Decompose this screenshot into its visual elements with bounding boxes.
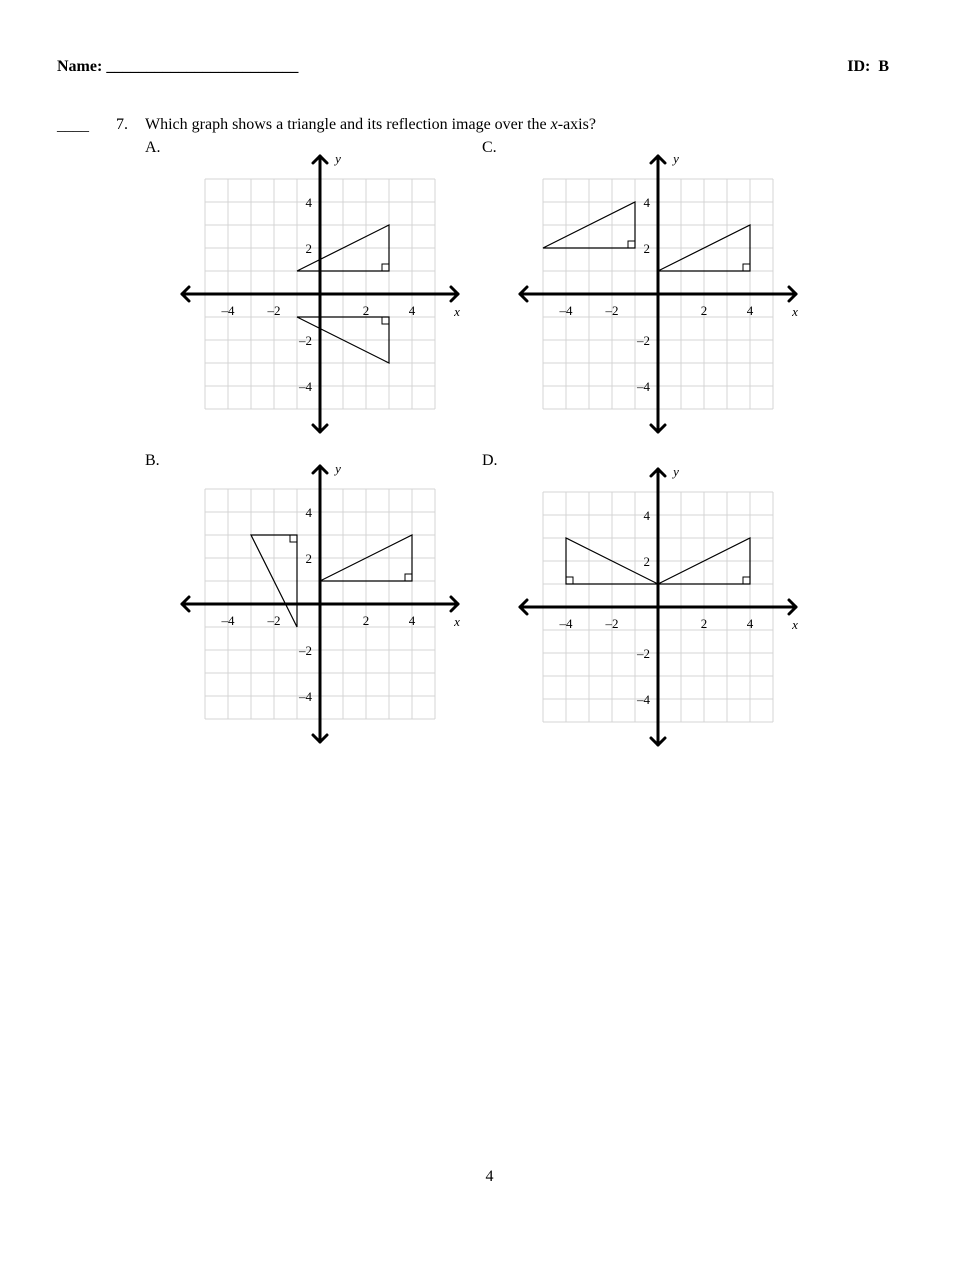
y-tick-label: –4 [299, 379, 312, 394]
coordinate-plane [509, 458, 809, 758]
x-tick-label: 2 [362, 303, 370, 318]
right-angle-marker [382, 264, 389, 271]
option-b-label: B. [145, 452, 160, 469]
y-tick-label: 4 [305, 195, 312, 210]
x-tick-label: –2 [267, 613, 281, 628]
name-label: Name: [57, 58, 103, 75]
right-angle-marker [382, 317, 389, 324]
id-value: B [878, 58, 889, 75]
right-angle-marker [566, 577, 573, 584]
y-tick-label: –4 [637, 379, 650, 394]
y-tick-label: 4 [305, 505, 312, 520]
y-tick-label: –2 [299, 643, 312, 658]
y-tick-label: –2 [299, 333, 312, 348]
coordinate-plane [171, 455, 471, 755]
y-axis-label: y [673, 151, 679, 166]
axes [520, 469, 796, 745]
question-text [145, 116, 596, 134]
question-text-after: -axis? [557, 116, 596, 133]
y-tick-label: –4 [299, 689, 312, 704]
coordinate-plane [509, 145, 809, 445]
x-tick-label: –2 [267, 303, 281, 318]
option-c-label: C. [482, 139, 497, 156]
x-tick-label: –2 [605, 303, 619, 318]
y-axis-label: y [673, 464, 679, 479]
question-number: 7. [116, 116, 128, 133]
x-axis-label: x [792, 617, 798, 632]
y-axis-label: y [335, 151, 341, 166]
x-tick-label: 4 [746, 616, 754, 631]
coordinate-plane [171, 145, 471, 445]
right-angle-marker [405, 574, 412, 581]
question-text-var: x [550, 116, 558, 133]
axes [182, 466, 458, 742]
right-angle-marker [743, 264, 750, 271]
name-blank: ________________________ [106, 58, 299, 75]
y-tick-label: 2 [643, 554, 650, 569]
x-tick-label: 2 [700, 616, 708, 631]
y-tick-label: –2 [637, 333, 650, 348]
x-tick-label: –4 [221, 613, 235, 628]
answer-blank: ____ [57, 117, 89, 134]
x-axis-label: x [454, 304, 460, 319]
y-tick-label: 2 [305, 551, 312, 566]
option-a-label: A. [145, 139, 161, 156]
x-tick-label: –4 [559, 303, 573, 318]
question-text-before: Which graph shows a triangle and its reflection image over the [145, 116, 551, 133]
graph-c [509, 145, 809, 445]
axes [182, 156, 458, 432]
x-tick-label: –4 [559, 616, 573, 631]
x-axis-label: x [792, 304, 798, 319]
id-label: ID: [847, 58, 871, 75]
x-tick-label: –2 [605, 616, 619, 631]
page-number: 4 [485, 1168, 494, 1185]
graph-d [509, 458, 809, 758]
right-angle-marker [290, 535, 297, 542]
y-tick-label: 2 [305, 241, 312, 256]
y-tick-label: 4 [643, 508, 650, 523]
graph-b [171, 455, 471, 755]
id-field [847, 58, 889, 76]
x-tick-label: 2 [700, 303, 708, 318]
right-angle-marker [628, 241, 635, 248]
x-tick-label: 4 [408, 613, 416, 628]
y-tick-label: –2 [637, 646, 650, 661]
x-tick-label: 4 [408, 303, 416, 318]
y-axis-label: y [335, 461, 341, 476]
x-tick-label: 2 [362, 613, 370, 628]
y-tick-label: –4 [637, 692, 650, 707]
y-tick-label: 2 [643, 241, 650, 256]
name-field [57, 58, 298, 76]
graph-a [171, 145, 471, 445]
right-angle-marker [743, 577, 750, 584]
axes [520, 156, 796, 432]
option-d-label: D. [482, 452, 498, 469]
x-tick-label: 4 [746, 303, 754, 318]
x-tick-label: –4 [221, 303, 235, 318]
x-axis-label: x [454, 614, 460, 629]
y-tick-label: 4 [643, 195, 650, 210]
